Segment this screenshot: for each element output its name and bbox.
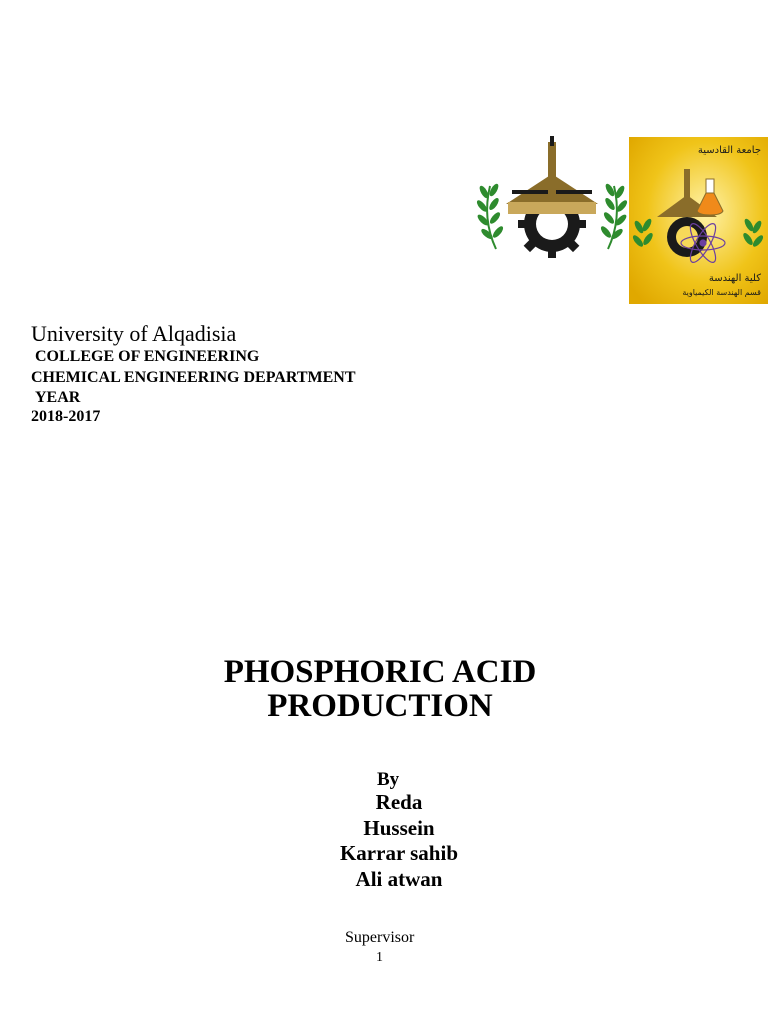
- author-name: Reda: [375, 790, 423, 814]
- college-name: COLLEGE OF ENGINEERING: [35, 348, 260, 365]
- title-line-1: PHOSPHORIC ACID: [223, 654, 537, 690]
- laurel-left-icon: [476, 182, 505, 249]
- report-title: [0, 655, 760, 723]
- chemical-department-logo: [629, 137, 768, 304]
- page-number: 1: [376, 950, 383, 965]
- author-name: Hussein: [363, 815, 435, 840]
- department-name: CHEMICAL ENGINEERING DEPARTMENT: [31, 369, 356, 386]
- author-name: Karrar sahib: [339, 841, 459, 865]
- year-value: 2018-2017: [31, 408, 101, 425]
- supervisor-label: Supervisor: [345, 929, 415, 946]
- author-list: [299, 790, 499, 892]
- title-line-2: PRODUCTION: [267, 688, 493, 724]
- logo2-arabic-bottom1: كلية الهندسة: [708, 273, 761, 284]
- year-label: YEAR: [35, 389, 81, 406]
- by-label: By: [377, 769, 400, 790]
- university-emblem-logo: [476, 134, 628, 258]
- building-icon: [506, 136, 598, 214]
- author-name: Ali atwan: [355, 866, 443, 891]
- university-name: University of Alqadisia: [31, 321, 237, 346]
- logo2-arabic-top: جامعة القادسية: [697, 145, 761, 156]
- gear-icon: [667, 217, 707, 257]
- laurel-right-icon: [599, 182, 628, 249]
- logo2-arabic-bottom2: قسم الهندسة الكيمياوية: [682, 288, 761, 297]
